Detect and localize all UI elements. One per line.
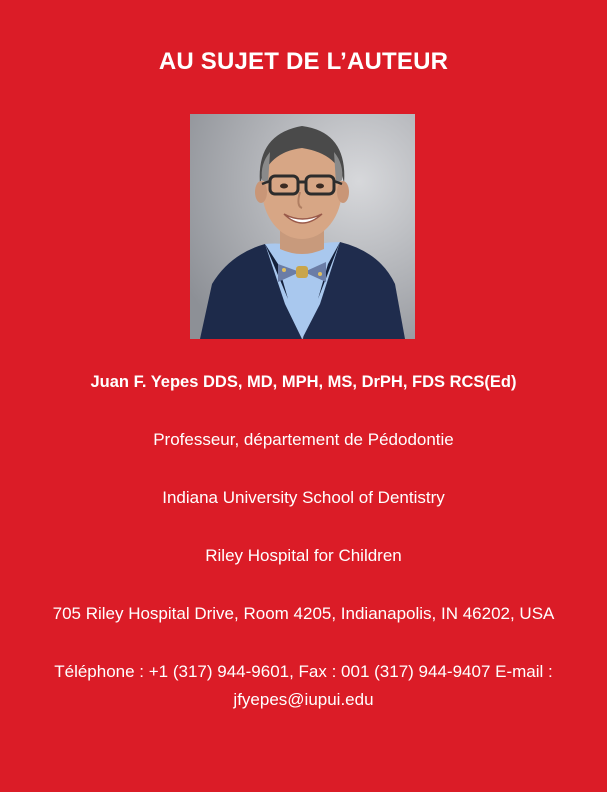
author-contact [20,658,587,714]
author-name: Juan F. Yepes DDS, MD, MPH, MS, DrPH, FDS RCS(Ed) [90,373,517,391]
author-school: Indiana University School of Dentistry [162,488,445,507]
section-title: AU SUJET DE L’AUTEUR [158,48,449,75]
contact-phone-fax: Téléphone : +1 (317) 944-9601, Fax : 001 (317) 944-9407 E-mail : [54,662,553,681]
author-position: Professeur, département de Pédodontie [153,430,454,449]
author-photo [190,114,415,339]
author-address: 705 Riley Hospital Drive, Room 4205, Indianapolis, IN 46202, USA [52,604,555,623]
author-hospital: Riley Hospital for Children [205,546,402,565]
contact-email[interactable]: jfyepes@iupui.edu [233,690,374,709]
